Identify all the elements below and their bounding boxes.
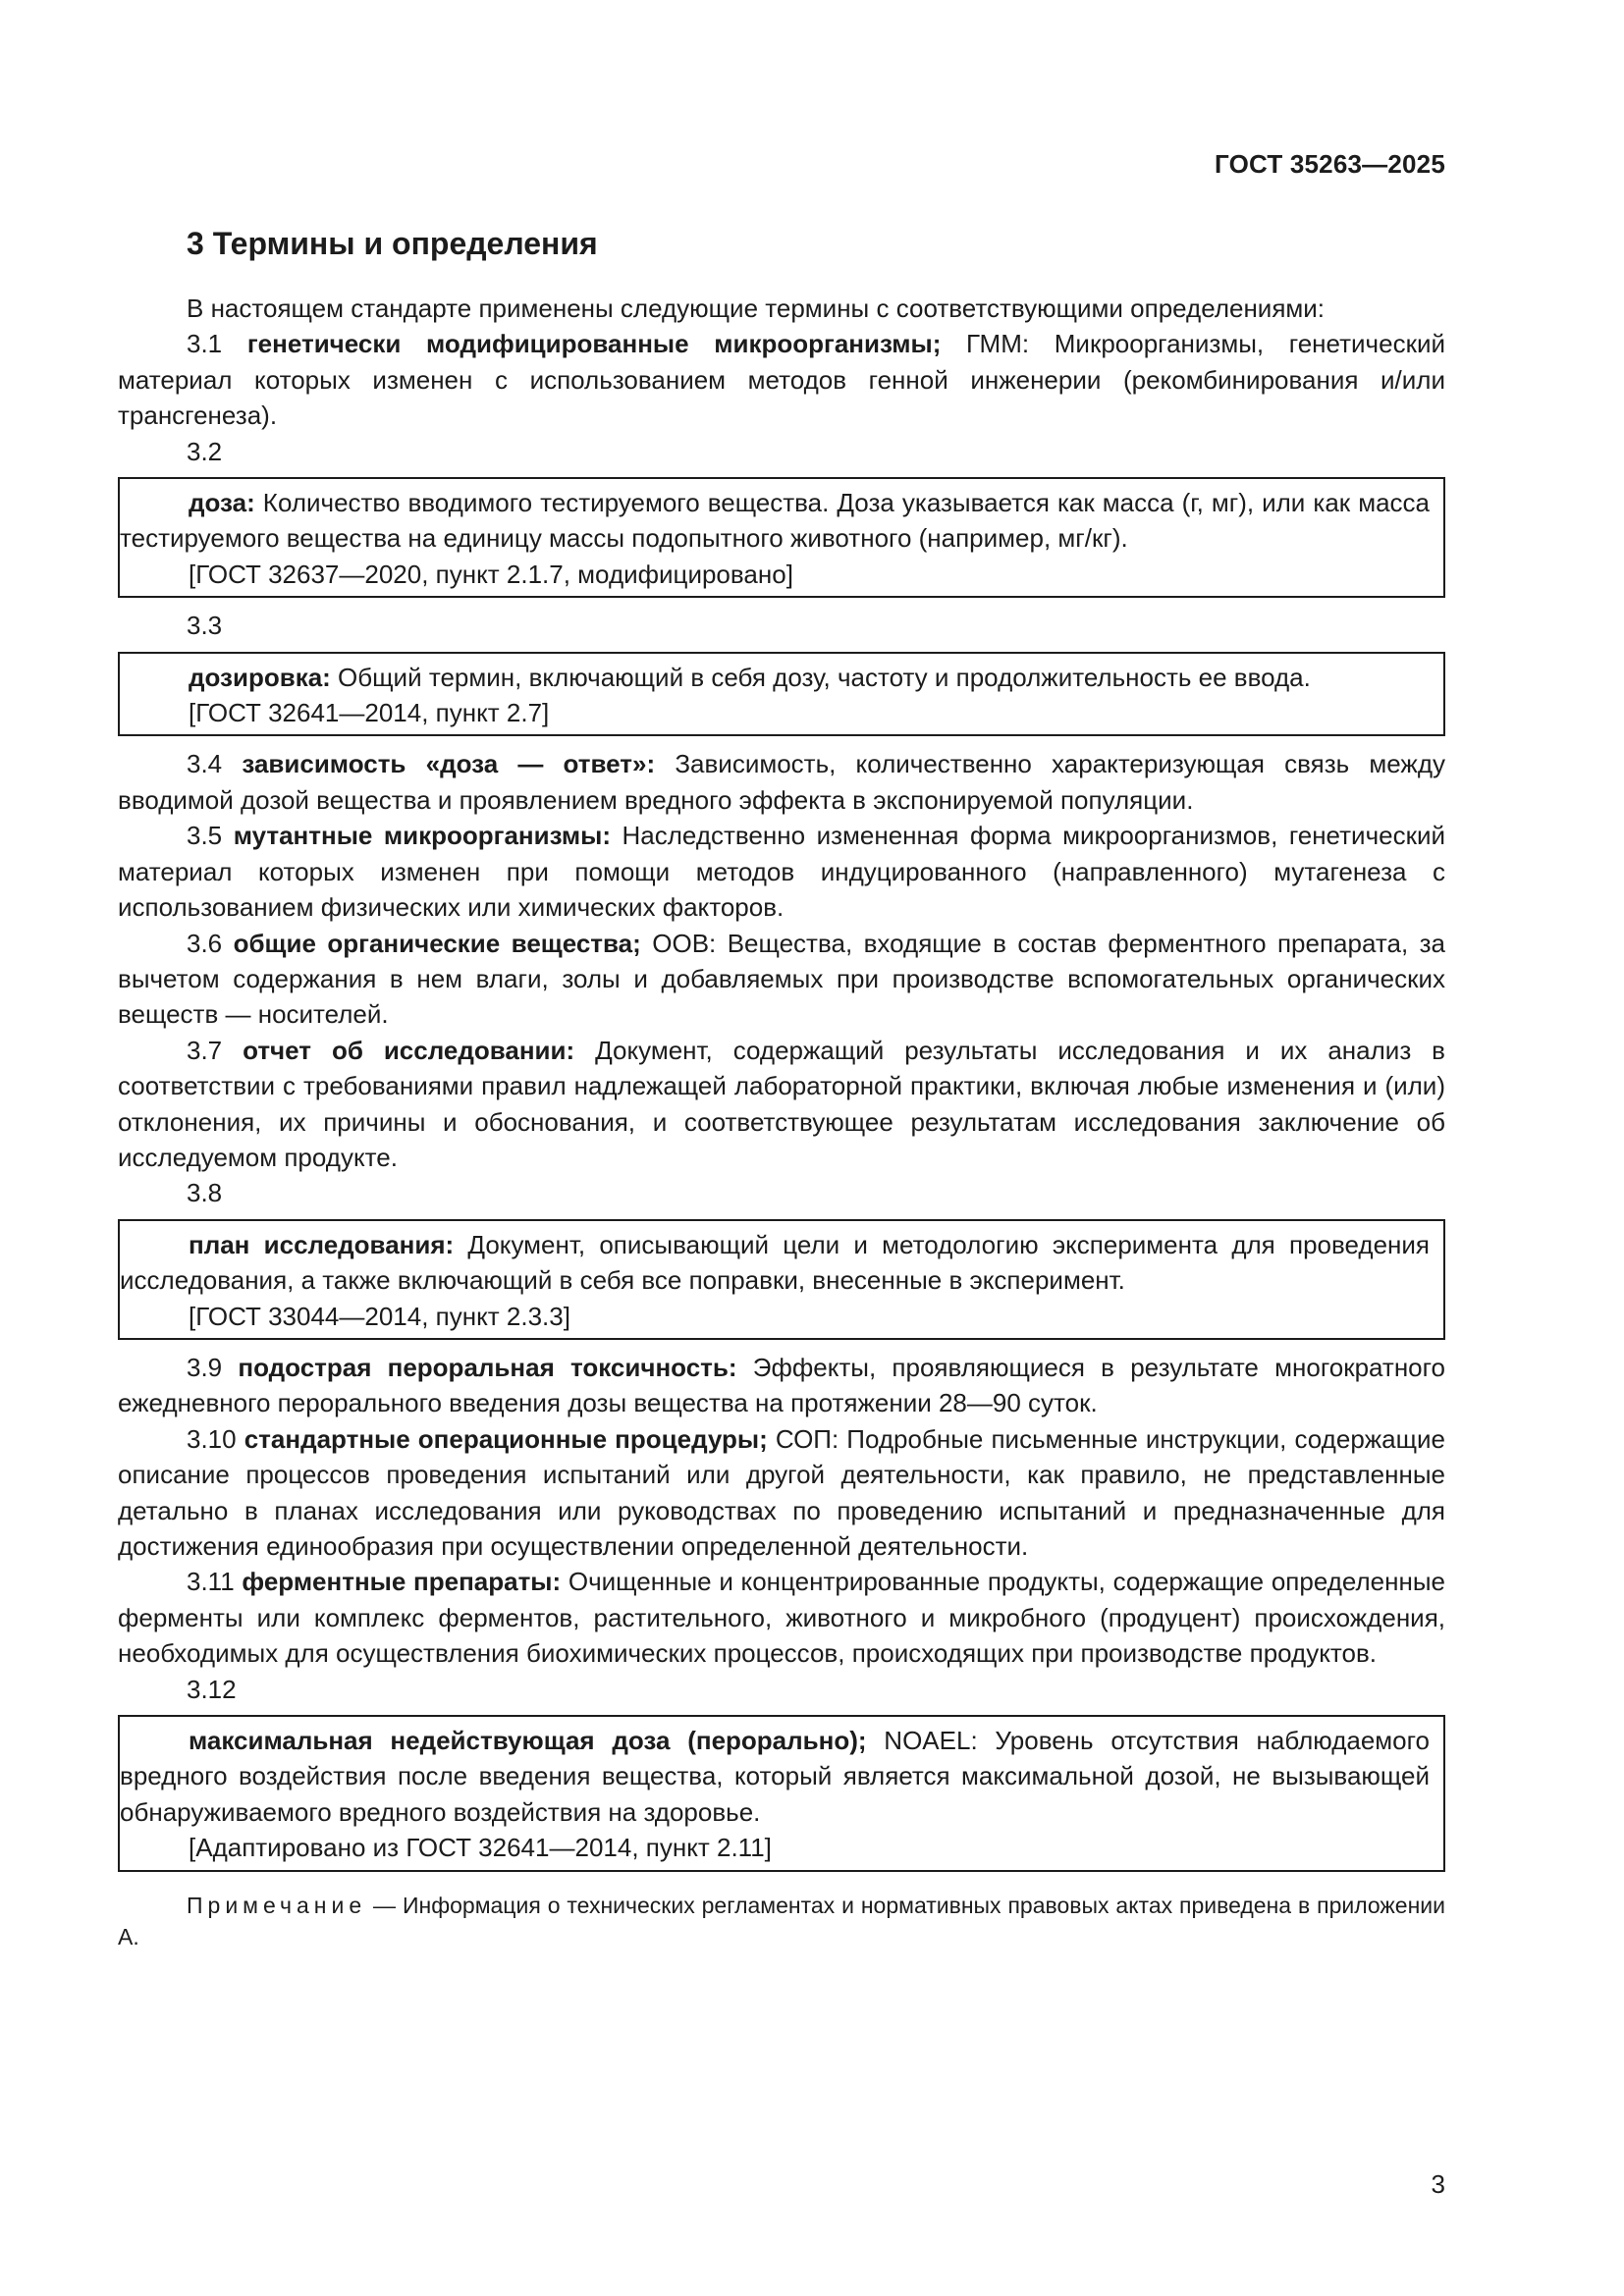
term-name: доза: xyxy=(189,488,255,518)
term-number-3-12: 3.12 xyxy=(187,1674,237,1704)
term-number: 3.6 xyxy=(187,928,223,958)
term-definition: Документ, описывающий цели и методологию эксперимента для проведения исследования, а также включающий в себя все поправки, внесенные в эксперимент. xyxy=(120,1229,1430,1296)
note-label: Примечание xyxy=(187,1892,367,1918)
section-title: 3 Термины и определения xyxy=(187,226,598,261)
term-definition: Наследственно измененная форма микроорганизмов, генетический материал которых изменен при помощи методов индуцированного (направленного) мутагенеза с использованием физических или химических факторов. xyxy=(118,821,1446,923)
term-reference: [ГОСТ 33044—2014, пункт 2.3.3] xyxy=(189,1301,570,1331)
term-name: мутантные микроорганизмы: xyxy=(233,821,611,851)
term-definition: Общий термин, включающий в себя дозу, частоту и продолжительность ее ввода. xyxy=(330,662,1311,692)
term-number-3-3: 3.3 xyxy=(187,611,223,641)
term-number: 3.1 xyxy=(187,329,223,359)
term-number-3-8: 3.8 xyxy=(187,1178,223,1208)
term-number: 3.5 xyxy=(187,821,223,851)
note-paragraph xyxy=(118,1890,1445,1952)
term-number: 3.9 xyxy=(187,1352,223,1382)
term-name: план исследования: xyxy=(189,1229,455,1259)
term-definition: Очищенные и концентрированные продукты, содержащие определенные ферменты или комплекс ферментов, растительного, животного и микробного (продуцент) происхождения, необходимых для осуществления биохимических процессов, происходящих при производстве продуктов. xyxy=(118,1567,1445,1669)
term-number: 3.10 xyxy=(187,1423,237,1454)
term-definition: ООВ: Вещества, входящие в состав ферментного препарата, за вычетом содержания в нем влаги, золы и добавляемых при производстве вспомогательных органических веществ — носителей. xyxy=(118,928,1445,1030)
term-entry-3-12 xyxy=(120,1723,1430,1830)
term-entry-3-7 xyxy=(118,1033,1445,1176)
term-entry-3-2 xyxy=(120,485,1430,557)
term-number: 3.4 xyxy=(187,749,223,779)
document-code-header: ГОСТ 35263—2025 xyxy=(1215,149,1445,179)
term-definition: ГММ: Микроорганизмы, генетический материал которых изменен с использованием методов генной инженерии (рекомбинирования и/или трансгенеза). xyxy=(118,329,1445,431)
term-reference: [ГОСТ 32641—2014, пункт 2.7] xyxy=(189,698,550,728)
term-number: 3.11 xyxy=(187,1567,235,1597)
term-reference: [Адаптировано из ГОСТ 32641—2014, пункт 2.11] xyxy=(189,1833,772,1863)
term-name: ферментные препараты: xyxy=(242,1567,562,1597)
term-definition: Документ, содержащий результаты исследования и их анализ в соответствии с требованиями правил надлежащей лабораторной практики, включая любые изменения и (или) отклонения, их причины и обоснования, и соответствующее результатам исследования заключение об исследуемом продукте. xyxy=(118,1035,1445,1172)
term-name: дозировка: xyxy=(189,662,331,692)
term-box-3-8 xyxy=(118,1219,1445,1340)
term-entry-3-5 xyxy=(118,818,1445,925)
term-box-3-12 xyxy=(118,1715,1445,1872)
term-entry-3-11 xyxy=(118,1564,1445,1671)
term-name: зависимость «доза — ответ»: xyxy=(242,749,656,779)
intro-paragraph: В настоящем стандарте применены следующие термины с соответствующими определениями: xyxy=(187,294,1326,323)
term-entry-3-8 xyxy=(120,1227,1430,1299)
page-content xyxy=(118,224,1445,1952)
term-name: общие органические вещества; xyxy=(233,928,641,958)
term-definition: Зависимость, количественно характеризующая связь между вводимой дозой вещества и проявлением вредного эффекта в экспонируемой популяции. xyxy=(118,749,1445,815)
term-entry-3-9 xyxy=(118,1350,1445,1421)
note-text: — Информация о технических регламентах и нормативных правовых актах приведена в приложении А. xyxy=(118,1892,1445,1949)
term-entry-3-1 xyxy=(118,326,1445,433)
term-name: отчет об исследовании: xyxy=(243,1035,575,1065)
term-entry-3-6 xyxy=(118,926,1445,1033)
term-reference: [ГОСТ 32637—2020, пункт 2.1.7, модифицировано] xyxy=(189,559,793,589)
term-box-3-2 xyxy=(118,477,1445,598)
term-definition: NOAEL: Уровень отсутствия наблюдаемого вредного воздействия после введения вещества, который является максимальной дозой, не вызывающей обнаруживаемого вредного воздействия на здоровье. xyxy=(120,1726,1430,1827)
term-definition: Эффекты, проявляющиеся в результате многократного ежедневного перорального введения дозы вещества на протяжении 28—90 суток. xyxy=(118,1352,1446,1418)
term-name: генетически модифицированные микроорганизмы; xyxy=(246,329,942,359)
term-definition: Количество вводимого тестируемого вещества. Доза указывается как масса (г, мг), или как масса тестируемого вещества на единицу массы подопытного животного (например, мг/кг). xyxy=(120,488,1430,554)
page-number: 3 xyxy=(1431,2169,1445,2199)
term-name: подострая пероральная токсичность: xyxy=(238,1352,737,1382)
term-definition: СОП: Подробные письменные инструкции, содержащие описание процессов проведения испытаний или другой деятельности, как правило, не представленные детально в планах исследования или руководствах по проведению испытаний и предназначенные для достижения единообразия при осуществлении определенной деятельности. xyxy=(118,1423,1446,1561)
term-number: 3.7 xyxy=(187,1035,223,1065)
term-number-3-2: 3.2 xyxy=(187,436,223,466)
term-entry-3-3 xyxy=(120,660,1430,695)
term-name: стандартные операционные процедуры; xyxy=(244,1423,768,1454)
term-entry-3-4 xyxy=(118,746,1445,818)
term-name: максимальная недействующая доза (перорально); xyxy=(189,1726,867,1756)
term-entry-3-10 xyxy=(118,1421,1445,1565)
term-box-3-3 xyxy=(118,652,1445,737)
